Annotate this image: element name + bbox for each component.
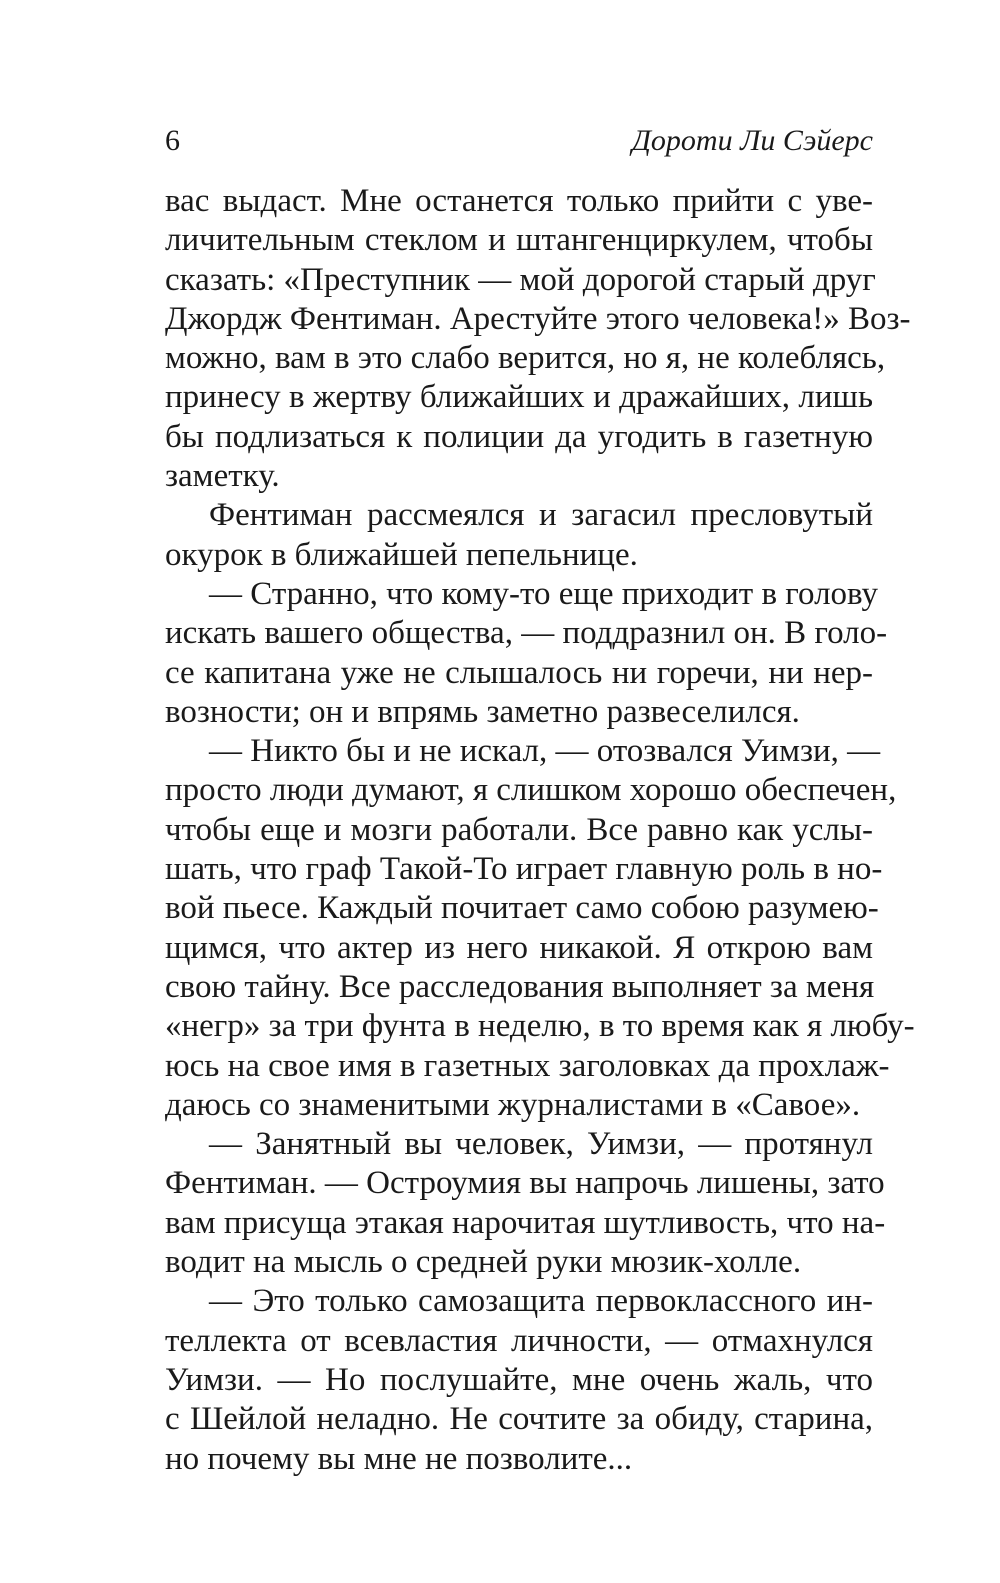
text-line: окурок в ближайшей пепельнице. <box>165 536 638 573</box>
text-line: можно, вам в это слабо верится, но я, не колеблясь, <box>165 340 886 377</box>
text-line: бы подлизаться к полиции да угодить в газетную <box>165 418 873 455</box>
text-line: даюсь со знаменитыми журналистами в «Савое». <box>165 1086 861 1123</box>
text-line: принесу в жертву ближайших и дражайших, лишь <box>165 379 873 416</box>
text-line: — Занятный вы человек, Уимзи, — протянул <box>209 1126 873 1163</box>
text-line: се капитана уже не слышалось ни горечи, ни нер- <box>165 654 873 691</box>
text-line: щимся, что актер из него никакой. Я открою вам <box>165 929 873 966</box>
page-number: 6 <box>165 124 180 157</box>
text-line: Фентиман рассмеялся и загасил пресловутый <box>209 497 873 534</box>
text-line: — Никто бы и не искал, — отозвался Уимзи, — <box>209 733 881 770</box>
text-line: Фентиман. — Остроумия вы напрочь лишены, зато <box>165 1165 885 1202</box>
text-line: просто люди думают, я слишком хорошо обеспечен, <box>165 772 897 809</box>
text-line: вой пьесе. Каждый почитает само собою разумею- <box>165 890 879 927</box>
text-line: — Странно, что кому-то еще приходит в голову <box>209 575 879 612</box>
text-line: юсь на свое имя в газетных заголовках да прохлаж- <box>165 1047 890 1084</box>
body-text <box>165 182 915 1479</box>
text-line: Джордж Фентиман. Арестуйте этого человека!» Воз- <box>165 300 911 337</box>
text-line: Уимзи. — Но послушайте, мне очень жаль, что <box>165 1361 873 1398</box>
text-line: шать, что граф Такой-То играет главную роль в но- <box>165 851 883 888</box>
text-line: свою тайну. Все расследования выполняет за меня <box>165 968 875 1005</box>
text-line: заметку. <box>165 458 280 495</box>
text-line: вам присуща этакая нарочитая шутливость, что на- <box>165 1204 886 1241</box>
text-line: с Шейлой неладно. Не сочтите за обиду, старина, <box>165 1401 873 1438</box>
text-line: теллекта от всевластия личности, — отмахнулся <box>165 1322 873 1359</box>
text-line: личительным стеклом и штангенциркулем, чтобы <box>165 222 873 259</box>
text-line: «негр» за три фунта в неделю, в то время как я любу- <box>165 1008 915 1045</box>
text-line: но почему вы мне не позволите... <box>165 1440 633 1477</box>
text-line: возности; он и впрямь заметно развеселился. <box>165 693 800 730</box>
running-title: Дороти Ли Сэйерс <box>631 124 873 157</box>
text-line: искать вашего общества, — поддразнил он. В голо- <box>165 615 888 652</box>
text-line: — Это только самозащита первоклассного ин- <box>209 1283 873 1320</box>
page-header <box>165 124 873 164</box>
text-line: водит на мысль о средней руки мюзик-холле. <box>165 1244 802 1281</box>
text-line: сказать: «Преступник — мой дорогой старый друг <box>165 261 876 298</box>
text-line: чтобы еще и мозги работали. Все равно как услы- <box>165 811 873 848</box>
text-line: вас выдаст. Мне останется только прийти с уве- <box>165 183 873 219</box>
